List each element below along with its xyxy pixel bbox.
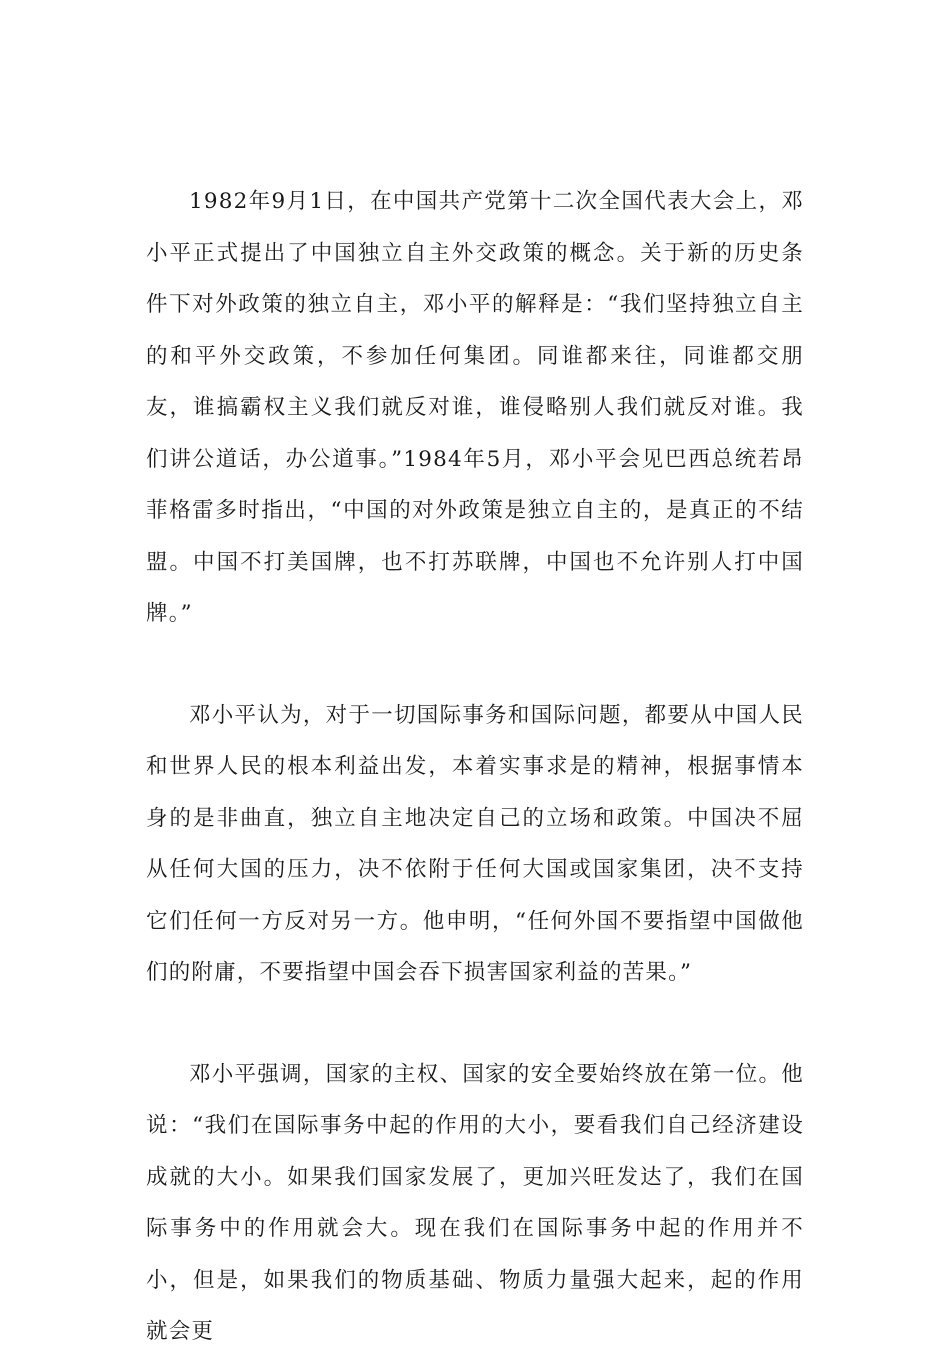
paragraph-3: 邓小平强调，国家的主权、国家的安全要始终放在第一位。他说：“我们在国际事务中起的作用的大小，要看我们自己经济建设成就的大小。如果我们国家发展了，更加兴旺发达了，我们在国际事务中的作用就会大。现在我们在国际事务中起的作用并不小，但是，如果我们的物质基础、物质力量强大起来，起的作用就会更 (146, 1061, 804, 1344)
paragraph-1: 1982年9月1日，在中国共产党第十二次全国代表大会上，邓小平正式提出了中国独立自主外交政策的概念。关于新的历史条件下对外政策的独立自主，邓小平的解释是：“我们坚持独立自主的和平外交政策，不参加任何集团。同谁都来往，同谁都交朋友，谁搞霸权主义我们就反对谁，谁侵略别人我们就反对谁。我们讲公道话，办公道事。”1984年5月，邓小平会见巴西总统若昂菲格雷多时指出，“中国的对外政策是独立自主的，是真正的不结盟。中国不打美国牌，也不打苏联牌，中国也不允许别人打中国牌。” (146, 189, 804, 626)
document-body (146, 176, 804, 1358)
paragraph-2: 邓小平认为，对于一切国际事务和国际问题，都要从中国人民和世界人民的根本利益出发，本着实事求是的精神，根据事情本身的是非曲直，独立自主地决定自己的立场和政策。中国决不屈从任何大国的压力，决不依附于任何大国或国家集团，决不支持它们任何一方反对另一方。他申明，“任何外国不要指望中国做他们的附庸，不要指望中国会吞下损害国家利益的苦果。” (146, 702, 804, 985)
